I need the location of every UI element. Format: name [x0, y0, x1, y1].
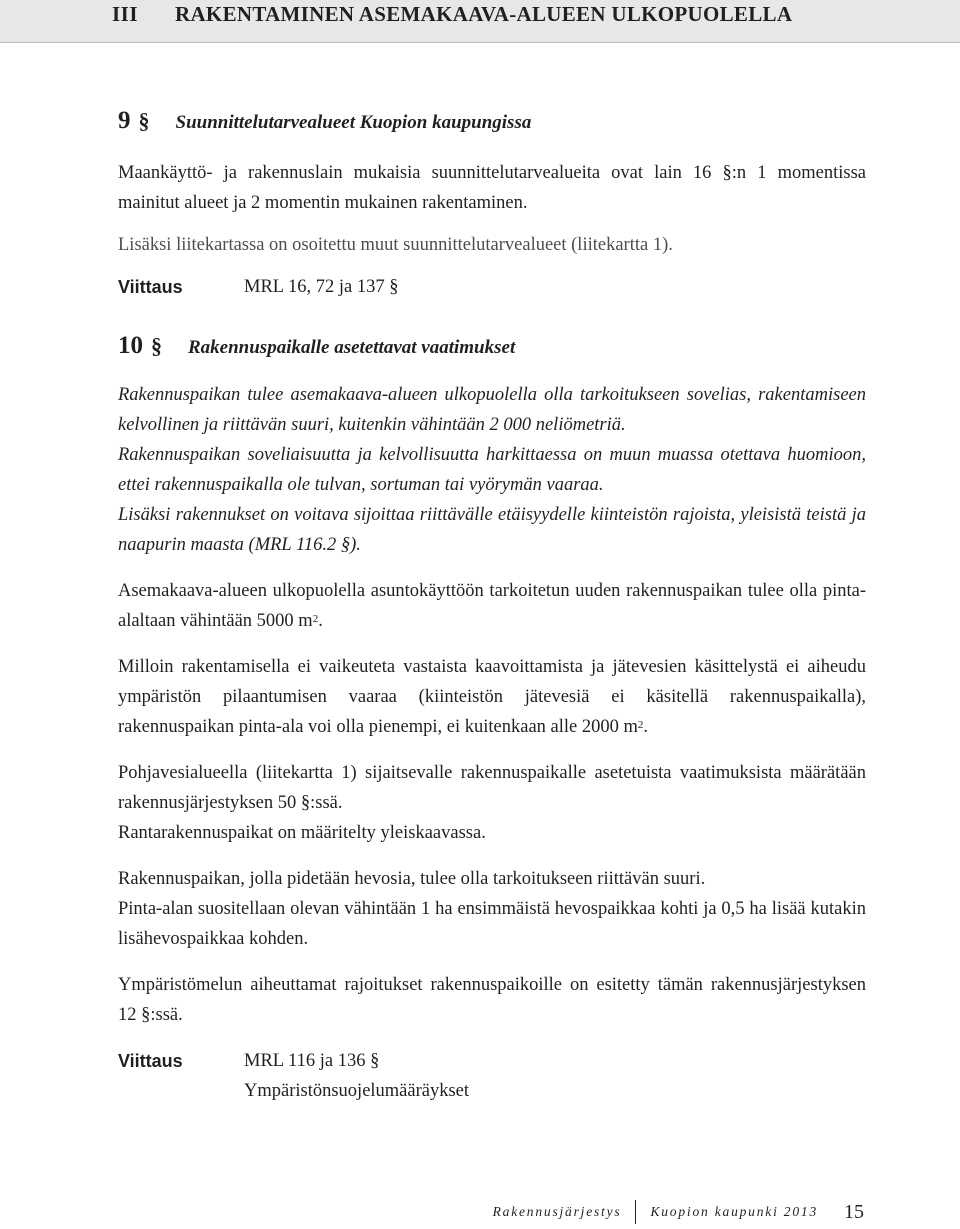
reference-label: Viittaus — [118, 277, 183, 297]
chapter-header — [0, 0, 960, 43]
paragraph-smaller-plot: Milloin rakentamisella ei vaikeuteta vastaista kaavoittamista ja jätevesien käsittelystä ei aiheudu ympäristön pilaantumisen vaaraa (kiinteistön jätevesiä ei käsitellä rakennuspaikalla), rakennuspaikan pinta-ala voi olla pienempi, ei kuitenkaan alle 2000 $m^2$. — [118, 657, 866, 737]
section-10-italic-paragraph-2: Rakennuspaikan soveliaisuutta ja kelvollisuutta harkittaessa on muun muassa otettava huomioon, ettei rakennuspaikalla ole tulvan, sortuman tai vyörymän vaaraa. — [118, 445, 866, 495]
reference-label: Viittaus — [118, 1051, 183, 1071]
page-footer — [493, 1195, 864, 1229]
reference-text: MRL 16, 72 ja 137 § — [244, 277, 399, 297]
paragraph-groundwater: Pohjavesialueella (liitekartta 1) sijaitsevalle rakennuspaikalle asetetuista vaatimuksista määrätään rakennusjärjestyksen 50 §:ssä. — [118, 763, 866, 813]
section-9-paragraph-2: Lisäksi liitekartassa on osoitettu muut suunnittelutarvealueet (liitekartta 1). — [118, 235, 673, 255]
section-sign: § — [138, 108, 150, 133]
footer-divider — [635, 1200, 636, 1224]
section-10-heading — [118, 332, 866, 368]
section-9-reference — [118, 272, 866, 302]
section-9-heading — [118, 107, 866, 143]
section-9-paragraph-1: Maankäyttö- ja rakennuslain mukaisia suunnittelutarvealueita ovat lain 16 §:n 1 momentissa mainitut alueet ja 2 momentin mukainen rakentaminen. — [118, 163, 866, 213]
chapter-title: RAKENTAMINEN ASEMAKAAVA-ALUEEN ULKOPUOLELLA — [175, 2, 793, 26]
section-10-italic-paragraph-1: Rakennuspaikan tulee asemakaava-alueen ulkopuolella olla tarkoitukseen sovelias, rakentamiseen kelvollinen ja riittävän suuri, kuitenkin vähintään 2 000 neliömetriä. — [118, 385, 866, 435]
section-10-reference — [118, 1046, 866, 1106]
page-number: 15 — [844, 1200, 864, 1223]
chapter-number: III — [112, 2, 139, 26]
reference-text — [244, 1046, 469, 1106]
paragraph-horses-1: Rakennuspaikan, jolla pidetään hevosia, tulee olla tarkoitukseen riittävän suuri. — [118, 869, 706, 889]
paragraph-horses-2: Pinta-alan suositellaan olevan vähintään 1 ha ensimmäistä hevospaikkaa kohti ja 0,5 ha lisää kutakin lisähevospaikkaa kohden. — [118, 899, 866, 949]
reference-line: Ympäristönsuojelumääräykset — [244, 1081, 470, 1101]
section-number: 9 — [118, 107, 131, 134]
reference-line: MRL 116 ja 136 § — [244, 1051, 380, 1071]
footer-document-name: Rakennusjärjestys — [492, 1204, 622, 1219]
footer-city-year: Kuopion kaupunki 2013 — [650, 1204, 818, 1219]
section-title: Rakennuspaikalle asetettavat vaatimukset — [188, 337, 516, 358]
section-sign: § — [151, 333, 162, 358]
section-title: Suunnittelutarvealueet Kuopion kaupungissa — [175, 112, 532, 133]
paragraph-residential-plot: Asemakaava-alueen ulkopuolella asuntokäyttöön tarkoitetun uuden rakennuspaikan tulee olla pinta-alaltaan vähintään 5000 $m^2$. — [118, 581, 866, 631]
paragraph-shore-plots: Rantarakennuspaikat on määritelty yleiskaavassa. — [118, 823, 486, 843]
section-10-italic-paragraph-3: Lisäksi rakennukset on voitava sijoittaa riittävälle etäisyydelle kiinteistön rajoista, yleisistä teistä ja naapurin maasta (MRL 116.2 §). — [118, 505, 866, 555]
section-number: 10 — [118, 332, 143, 359]
page-content — [118, 107, 866, 1106]
paragraph-noise: Ympäristömelun aiheuttamat rajoitukset rakennuspaikoille on esitetty tämän rakennusjärjestyksen 12 §:ssä. — [118, 975, 866, 1025]
